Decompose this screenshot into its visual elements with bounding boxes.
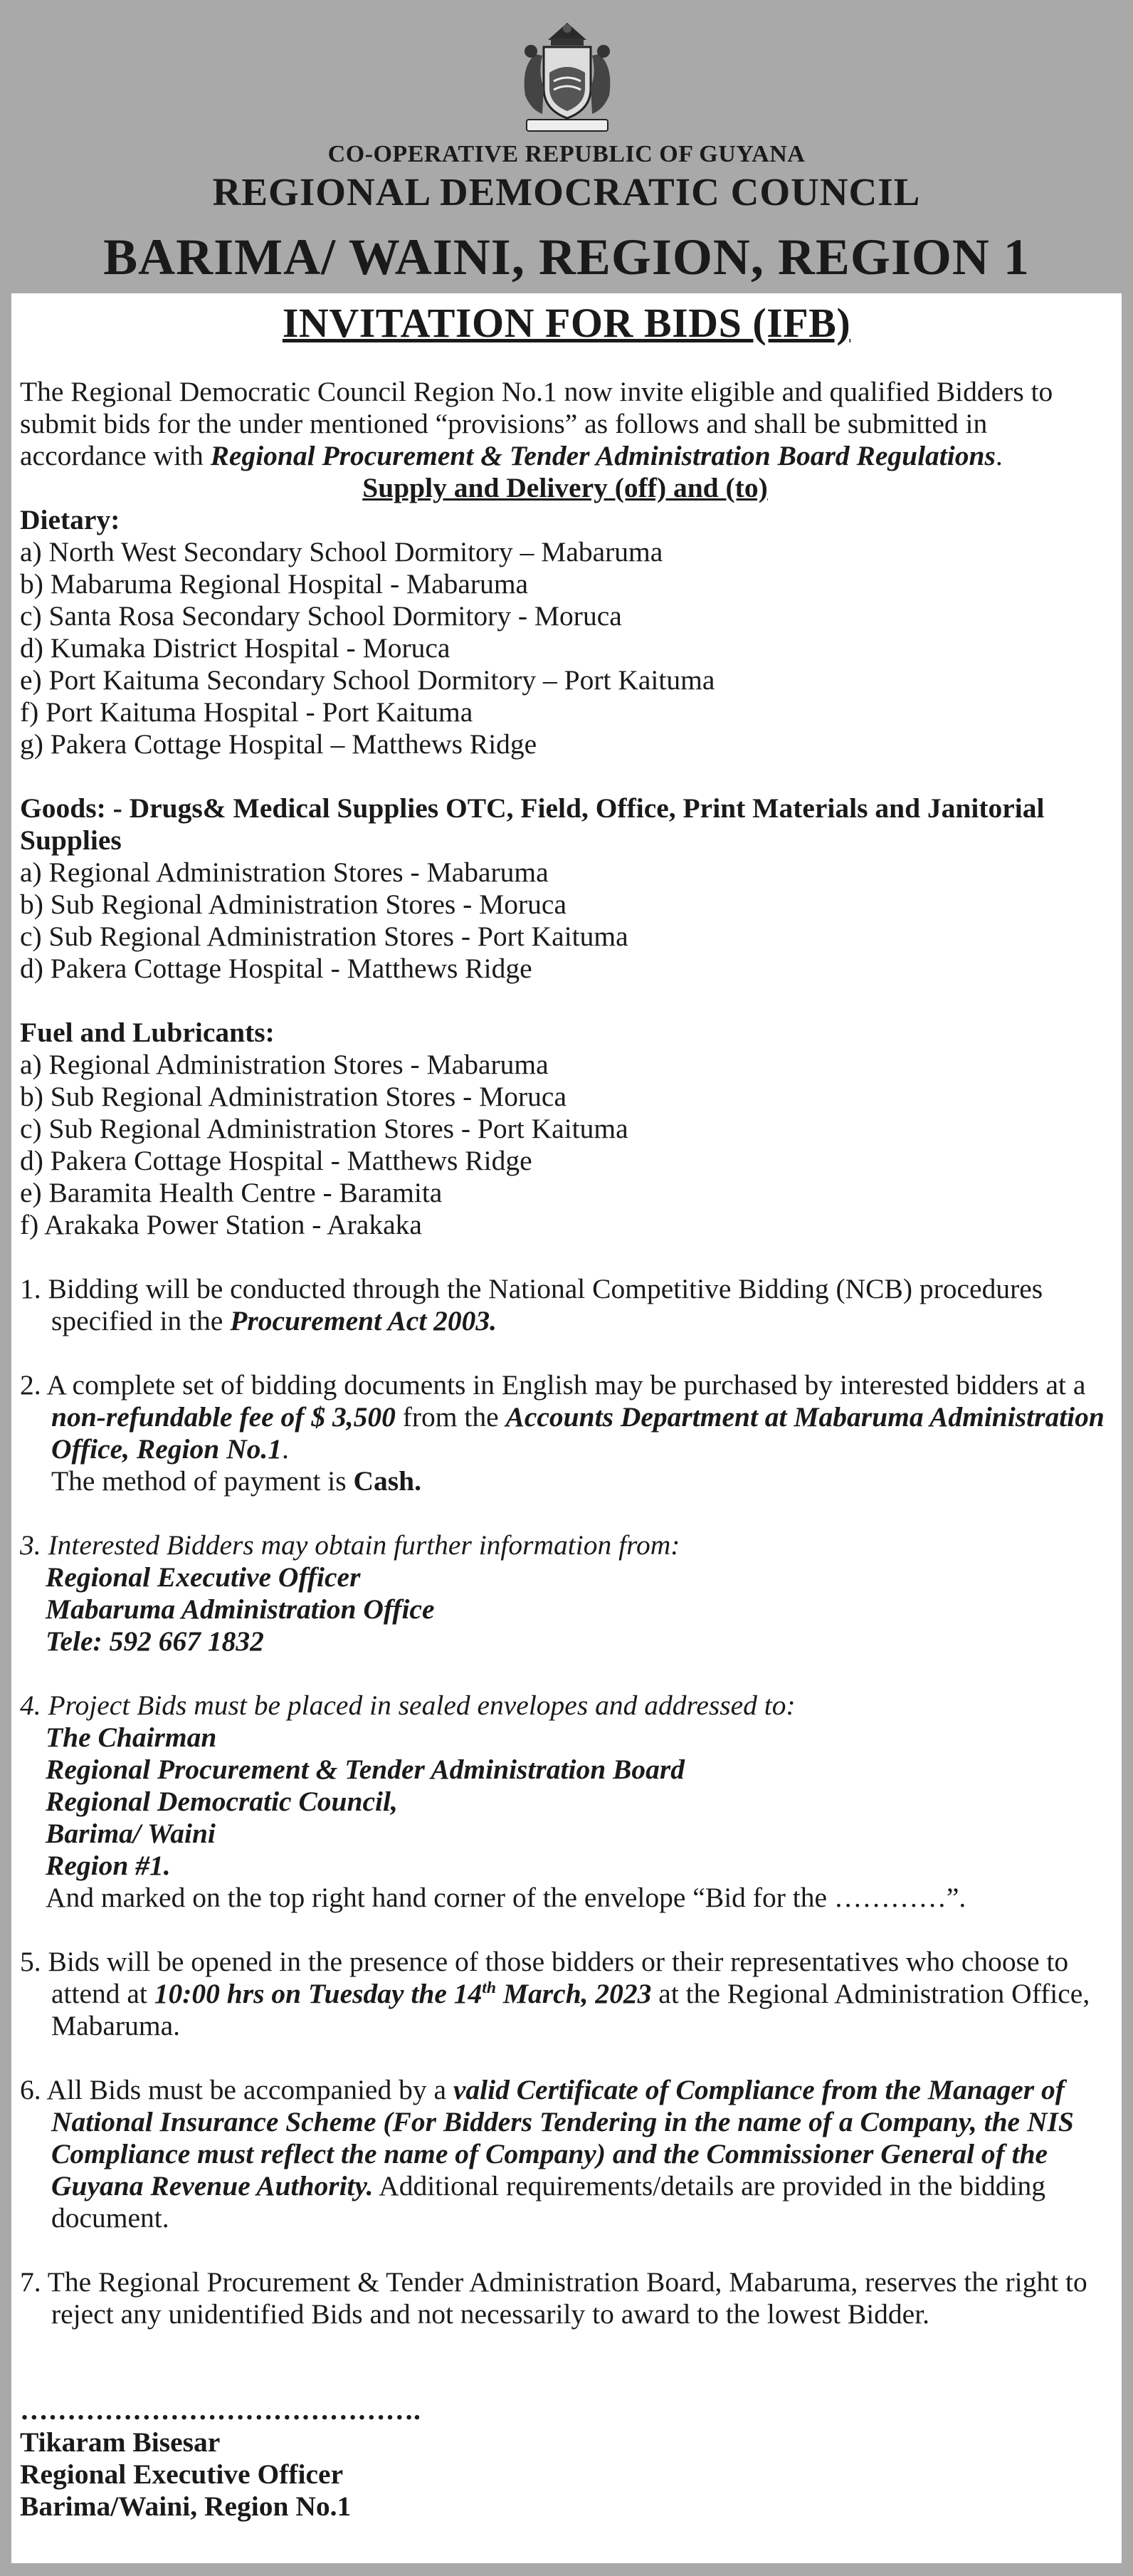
spacer — [20, 1658, 1110, 1690]
envelope-marking: And marked on the top right hand corner of the envelope “Bid for the …………”. — [46, 1882, 966, 1913]
clause-5-text-b: at the Regional Administration Office, Mabaruma. — [51, 1978, 1090, 2041]
clause-5-time: 10:00 hrs on Tuesday the 14 — [154, 1978, 483, 2009]
clause-5-ordinal: th — [482, 1978, 497, 1997]
supply-heading: Supply and Delivery (off) and (to) — [362, 472, 768, 503]
signature-line: ……………………………………. — [20, 2394, 421, 2426]
address-line: Regional Procurement & Tender Administration Board — [46, 1754, 685, 1785]
list-item: c) Santa Rosa Secondary School Dormitory - Moruca — [20, 600, 622, 632]
clause-7: 7. The Regional Procurement & Tender Administration Board, Mabaruma, reserves the right to reject any unidentified Bids and not necessarily to award to the lowest Bidder. — [20, 2266, 1087, 2330]
clause-6-emphasis: valid Certificate of Compliance from the Manager of National Insurance Scheme (For Bidders Tendering in the name of a Company, the NIS Compliance must reflect the name of Company) and the Commissioner General of the Guyana Revenue Authority. — [51, 2074, 1074, 2201]
council-heading: REGIONAL DEMOCRATIC COUNCIL — [212, 170, 921, 214]
spacer — [20, 2234, 1110, 2266]
intro-end: . — [995, 440, 1003, 471]
address-line: The Chairman — [46, 1722, 217, 1753]
clause-2-department: Accounts Department at Mabaruma Administration Office, Region No.1 — [51, 1401, 1105, 1465]
clause-2 — [20, 1369, 1110, 1465]
clause-6-text-b: Additional requirements/details are provided in the bidding document. — [51, 2170, 1045, 2234]
spacer — [20, 1914, 1110, 1946]
country-heading: CO-OPERATIVE REPUBLIC OF GUYANA — [327, 141, 806, 167]
list-item: a) Regional Administration Stores - Mabaruma — [20, 857, 549, 888]
clause-2-text-a: 2. A complete set of bidding documents in English may be purchased by interested bidders at a — [20, 1369, 1086, 1400]
list-item: f) Port Kaituma Hospital - Port Kaituma — [20, 696, 473, 728]
list-item: d) Kumaka District Hospital - Moruca — [20, 632, 450, 664]
list-item: b) Mabaruma Regional Hospital - Mabaruma — [20, 568, 529, 600]
clause-2-text-c: . — [282, 1433, 289, 1465]
clause-1-emphasis: Procurement Act 2003. — [230, 1305, 497, 1336]
clause-4: 4. Project Bids must be placed in sealed envelopes and addressed to: — [20, 1690, 796, 1721]
payment-text: The method of payment is — [51, 1465, 354, 1497]
spacer — [20, 1241, 1110, 1273]
page-title: INVITATION FOR BIDS (IFB) — [282, 300, 851, 346]
spacer — [20, 760, 1110, 792]
intro-paragraph — [20, 376, 1110, 472]
signatory-region: Barima/Waini, Region No.1 — [20, 2491, 352, 2522]
spacer — [20, 2330, 1110, 2362]
address-line: Regional Democratic Council, — [46, 1786, 398, 1817]
signatory-name: Tikaram Bisesar — [20, 2426, 221, 2458]
dietary-heading: Dietary: — [20, 504, 120, 535]
list-item: e) Baramita Health Centre - Baramita — [20, 1177, 443, 1208]
list-item: b) Sub Regional Administration Stores - Moruca — [20, 889, 566, 920]
list-item: d) Pakera Cottage Hospital - Matthews Ridge — [20, 1145, 532, 1176]
contact-line: Regional Executive Officer — [46, 1561, 361, 1593]
contact-line: Mabaruma Administration Office — [46, 1593, 435, 1625]
list-item: g) Pakera Cottage Hospital – Matthews Ridge — [20, 728, 537, 760]
clause-2-text-b: from the — [395, 1401, 506, 1433]
spacer — [20, 2042, 1110, 2074]
payment-emphasis: Cash. — [353, 1465, 422, 1497]
clause-5-text-a: 5. Bids will be opened in the presence of those bidders or their representatives who choose to attend at — [20, 1946, 1069, 2009]
clause-6-text-a: 6. All Bids must be accompanied by a — [20, 2074, 453, 2105]
clause-2-fee: non-refundable fee of $ 3,500 — [51, 1401, 396, 1433]
list-item: d) Pakera Cottage Hospital - Matthews Ridge — [20, 953, 532, 984]
list-item: b) Sub Regional Administration Stores - Moruca — [20, 1081, 566, 1112]
list-item: a) Regional Administration Stores - Mabaruma — [20, 1049, 549, 1080]
spacer — [20, 1497, 1110, 1529]
notice-body — [20, 376, 1110, 2523]
coat-of-arms-icon — [507, 10, 628, 137]
clause-5-date: March, 2023 — [496, 1978, 652, 2009]
goods-heading: Goods: - Drugs& Medical Supplies OTC, Field, Office, Print Materials and Janitorial Supplies — [20, 792, 1045, 856]
clause-1 — [20, 1273, 1110, 1337]
list-item: f) Arakaka Power Station - Arakaka — [20, 1209, 422, 1240]
list-item: e) Port Kaituma Secondary School Dormitory – Port Kaituma — [20, 664, 715, 696]
intro-text: The Regional Democratic Council Region No.1 now invite eligible and qualified Bidders to submit bids for the under mentioned “provisions” as follows and shall be submitted in accordance with — [20, 376, 1053, 471]
address-line: Region #1. — [46, 1850, 171, 1881]
header — [0, 0, 1133, 293]
payment-method — [20, 1465, 1110, 1497]
address-line: Barima/ Waini — [46, 1818, 216, 1849]
bid-notice-panel — [11, 293, 1122, 2563]
contact-line: Tele: 592 667 1832 — [46, 1625, 264, 1657]
fuel-heading: Fuel and Lubricants: — [20, 1017, 275, 1048]
spacer — [20, 1337, 1110, 1369]
spacer — [20, 985, 1110, 1017]
region-heading: BARIMA/ WAINI, REGION, REGION 1 — [103, 229, 1030, 286]
clause-1-text: 1. Bidding will be conducted through the National Competitive Bidding (NCB) procedures specified in the — [20, 1273, 1043, 1336]
clause-5 — [20, 1946, 1110, 2042]
list-item: a) North West Secondary School Dormitory – Mabaruma — [20, 536, 663, 567]
clause-6 — [20, 2074, 1110, 2234]
intro-emphasis: Regional Procurement & Tender Administration Board Regulations — [210, 440, 996, 471]
spacer — [20, 2362, 1110, 2394]
list-item: c) Sub Regional Administration Stores - Port Kaituma — [20, 921, 628, 952]
signatory-title: Regional Executive Officer — [20, 2459, 344, 2490]
list-item: c) Sub Regional Administration Stores - Port Kaituma — [20, 1113, 628, 1144]
clause-3: 3. Interested Bidders may obtain further information from: — [20, 1529, 680, 1561]
